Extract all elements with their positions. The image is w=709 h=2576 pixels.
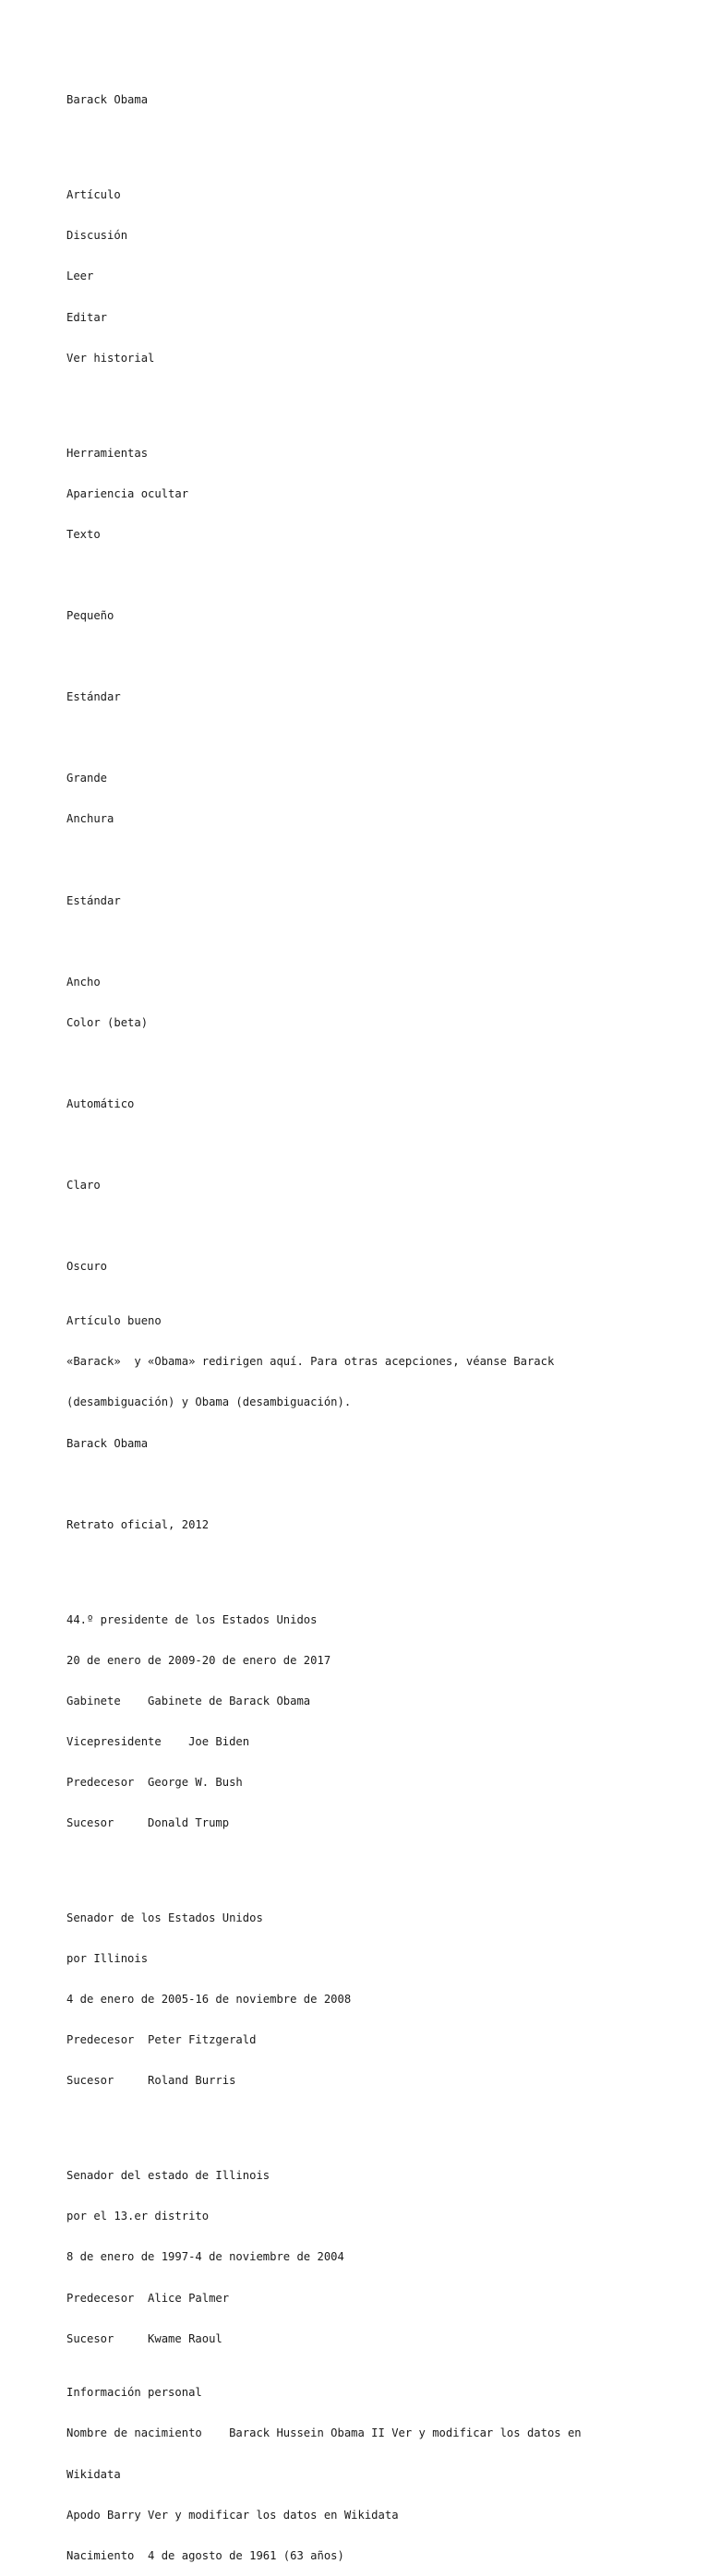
spacer: [66, 1138, 657, 1152]
birth-row: Nacimiento 4 de agosto de 1961 (63 años): [66, 2548, 344, 2562]
spacer: [66, 1559, 657, 1573]
office-senator-predecessor: Predecesor Peter Fitzgerald: [66, 2033, 257, 2047]
spacer: [66, 392, 657, 406]
spacer: [66, 1057, 657, 1071]
nickname-row: Apodo Barry Ver y modificar los datos en Wikidata: [66, 2508, 399, 2522]
text-size-heading: Texto: [66, 527, 101, 541]
spacer: [66, 2115, 657, 2128]
color-automatic-option[interactable]: Automático: [66, 1097, 135, 1111]
tools-menu[interactable]: Herramientas: [66, 446, 149, 460]
office-senator-subtitle: por Illinois: [66, 1952, 149, 1966]
office-state-senator-subtitle: por el 13.er distrito: [66, 2210, 210, 2223]
office-senator-successor: Sucesor Roland Burris: [66, 2074, 236, 2088]
tab-history[interactable]: Ver historial: [66, 351, 155, 365]
tab-edit[interactable]: Editar: [66, 310, 108, 324]
article-page: [66, 66, 657, 2576]
birth-name-line-2: Wikidata: [66, 2467, 121, 2481]
hatnote-line-1: «Barack» y «Obama» redirigen aquí. Para otras acepciones, véanse Barack: [66, 1355, 555, 1369]
infobox-image-caption: Retrato oficial, 2012: [66, 1517, 210, 1531]
width-heading: Anchura: [66, 812, 114, 826]
office-senator-term: 4 de enero de 2005-16 de noviembre de 2008: [66, 1993, 352, 2007]
office-president-term: 20 de enero de 2009-20 de enero de 2017: [66, 1653, 331, 1667]
spacer: [66, 569, 657, 582]
office-senator-title[interactable]: Senador de los Estados Unidos: [66, 1911, 263, 1924]
color-light-option[interactable]: Claro: [66, 1179, 101, 1192]
text-size-large-option[interactable]: Grande: [66, 772, 108, 785]
spacer: [66, 1219, 657, 1233]
office-president-predecessor: Predecesor George W. Bush: [66, 1775, 243, 1789]
spacer: [66, 731, 657, 745]
office-state-senator-predecessor: Predecesor Alice Palmer: [66, 2291, 230, 2305]
office-state-senator-successor: Sucesor Kwame Raoul: [66, 2331, 222, 2345]
birth-name-line-1: Nombre de nacimiento Barack Hussein Obama II Ver y modificar los datos en: [66, 2426, 582, 2440]
personal-info-heading: Información personal: [66, 2386, 202, 2400]
tab-discussion[interactable]: Discusión: [66, 229, 128, 243]
hatnote-line-2: (desambiguación) y Obama (desambiguación).: [66, 1396, 352, 1409]
office-president-vice: Vicepresidente Joe Biden: [66, 1734, 250, 1748]
spacer: [66, 935, 657, 949]
text-size-standard-option[interactable]: Estándar: [66, 690, 121, 704]
office-state-senator-title[interactable]: Senador del estado de Illinois: [66, 2169, 270, 2183]
office-president-title[interactable]: 44.º presidente de los Estados Unidos: [66, 1612, 318, 1626]
office-state-senator-term: 8 de enero de 1997-4 de noviembre de 2004: [66, 2250, 344, 2264]
page-title: Barack Obama: [66, 93, 149, 107]
spacer: [66, 854, 657, 868]
tab-article[interactable]: Artículo: [66, 188, 121, 202]
color-dark-option[interactable]: Oscuro: [66, 1260, 108, 1274]
office-president-cabinet: Gabinete Gabinete de Barack Obama: [66, 1694, 311, 1707]
spacer: [66, 1478, 657, 1492]
spacer: [66, 1857, 657, 1871]
width-wide-option[interactable]: Ancho: [66, 975, 101, 988]
appearance-toggle[interactable]: Apariencia ocultar: [66, 486, 189, 500]
color-heading: Color (beta): [66, 1015, 149, 1029]
good-article-badge[interactable]: Artículo bueno: [66, 1314, 162, 1328]
office-president-successor: Sucesor Donald Trump: [66, 1816, 230, 1830]
spacer: [66, 135, 657, 149]
width-standard-option[interactable]: Estándar: [66, 893, 121, 907]
infobox-name: Barack Obama: [66, 1436, 149, 1450]
text-size-small-option[interactable]: Pequeño: [66, 608, 114, 622]
tab-read[interactable]: Leer: [66, 270, 94, 283]
spacer: [66, 650, 657, 664]
